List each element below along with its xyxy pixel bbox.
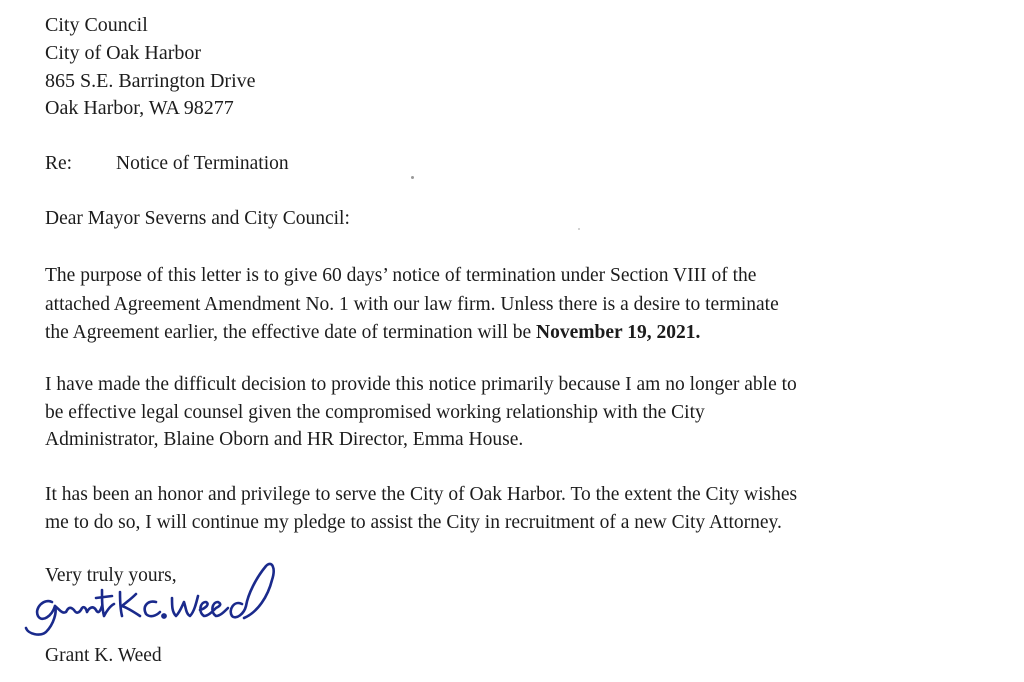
recipient-line-1: City Council — [45, 14, 148, 36]
scan-speck — [411, 176, 414, 179]
paragraph-3-line-2: me to do so, I will continue my pledge to assist the City in recruitment of a new City Attorney. — [45, 512, 782, 533]
handwritten-signature — [22, 560, 282, 640]
recipient-line-4: Oak Harbor, WA 98277 — [45, 97, 234, 119]
paragraph-2-line-1: I have made the difficult decision to provide this notice primarily because I am no longer able to — [45, 374, 797, 395]
scan-speck — [578, 228, 580, 230]
paragraph-2-line-3: Administrator, Blaine Oborn and HR Director, Emma House. — [45, 429, 524, 450]
paragraph-1-line-2: attached Agreement Amendment No. 1 with our law firm. Unless there is a desire to terminate — [45, 294, 779, 315]
closing: Very truly yours, — [45, 565, 177, 586]
recipient-line-3: 865 S.E. Barrington Drive — [45, 70, 256, 92]
signer-name: Grant K. Weed — [45, 645, 162, 666]
paragraph-3-line-1: It has been an honor and privilege to serve the City of Oak Harbor. To the extent the City wishes — [45, 484, 798, 505]
subject-label: Re: — [45, 153, 73, 174]
termination-date: November 19, 2021. — [536, 322, 701, 343]
subject-text: Notice of Termination — [116, 153, 289, 174]
paragraph-1-line-1: The purpose of this letter is to give 60 days’ notice of termination under Section VIII of the — [45, 265, 757, 286]
paragraph-1-line-3 — [45, 323, 700, 343]
salutation: Dear Mayor Severns and City Council: — [45, 208, 350, 229]
recipient-line-2: City of Oak Harbor — [45, 42, 202, 64]
paragraph-1-line-3-text: the Agreement earlier, the effective date of termination will be — [45, 322, 537, 343]
paragraph-2-line-2: be effective legal counsel given the compromised working relationship with the City — [45, 402, 705, 423]
